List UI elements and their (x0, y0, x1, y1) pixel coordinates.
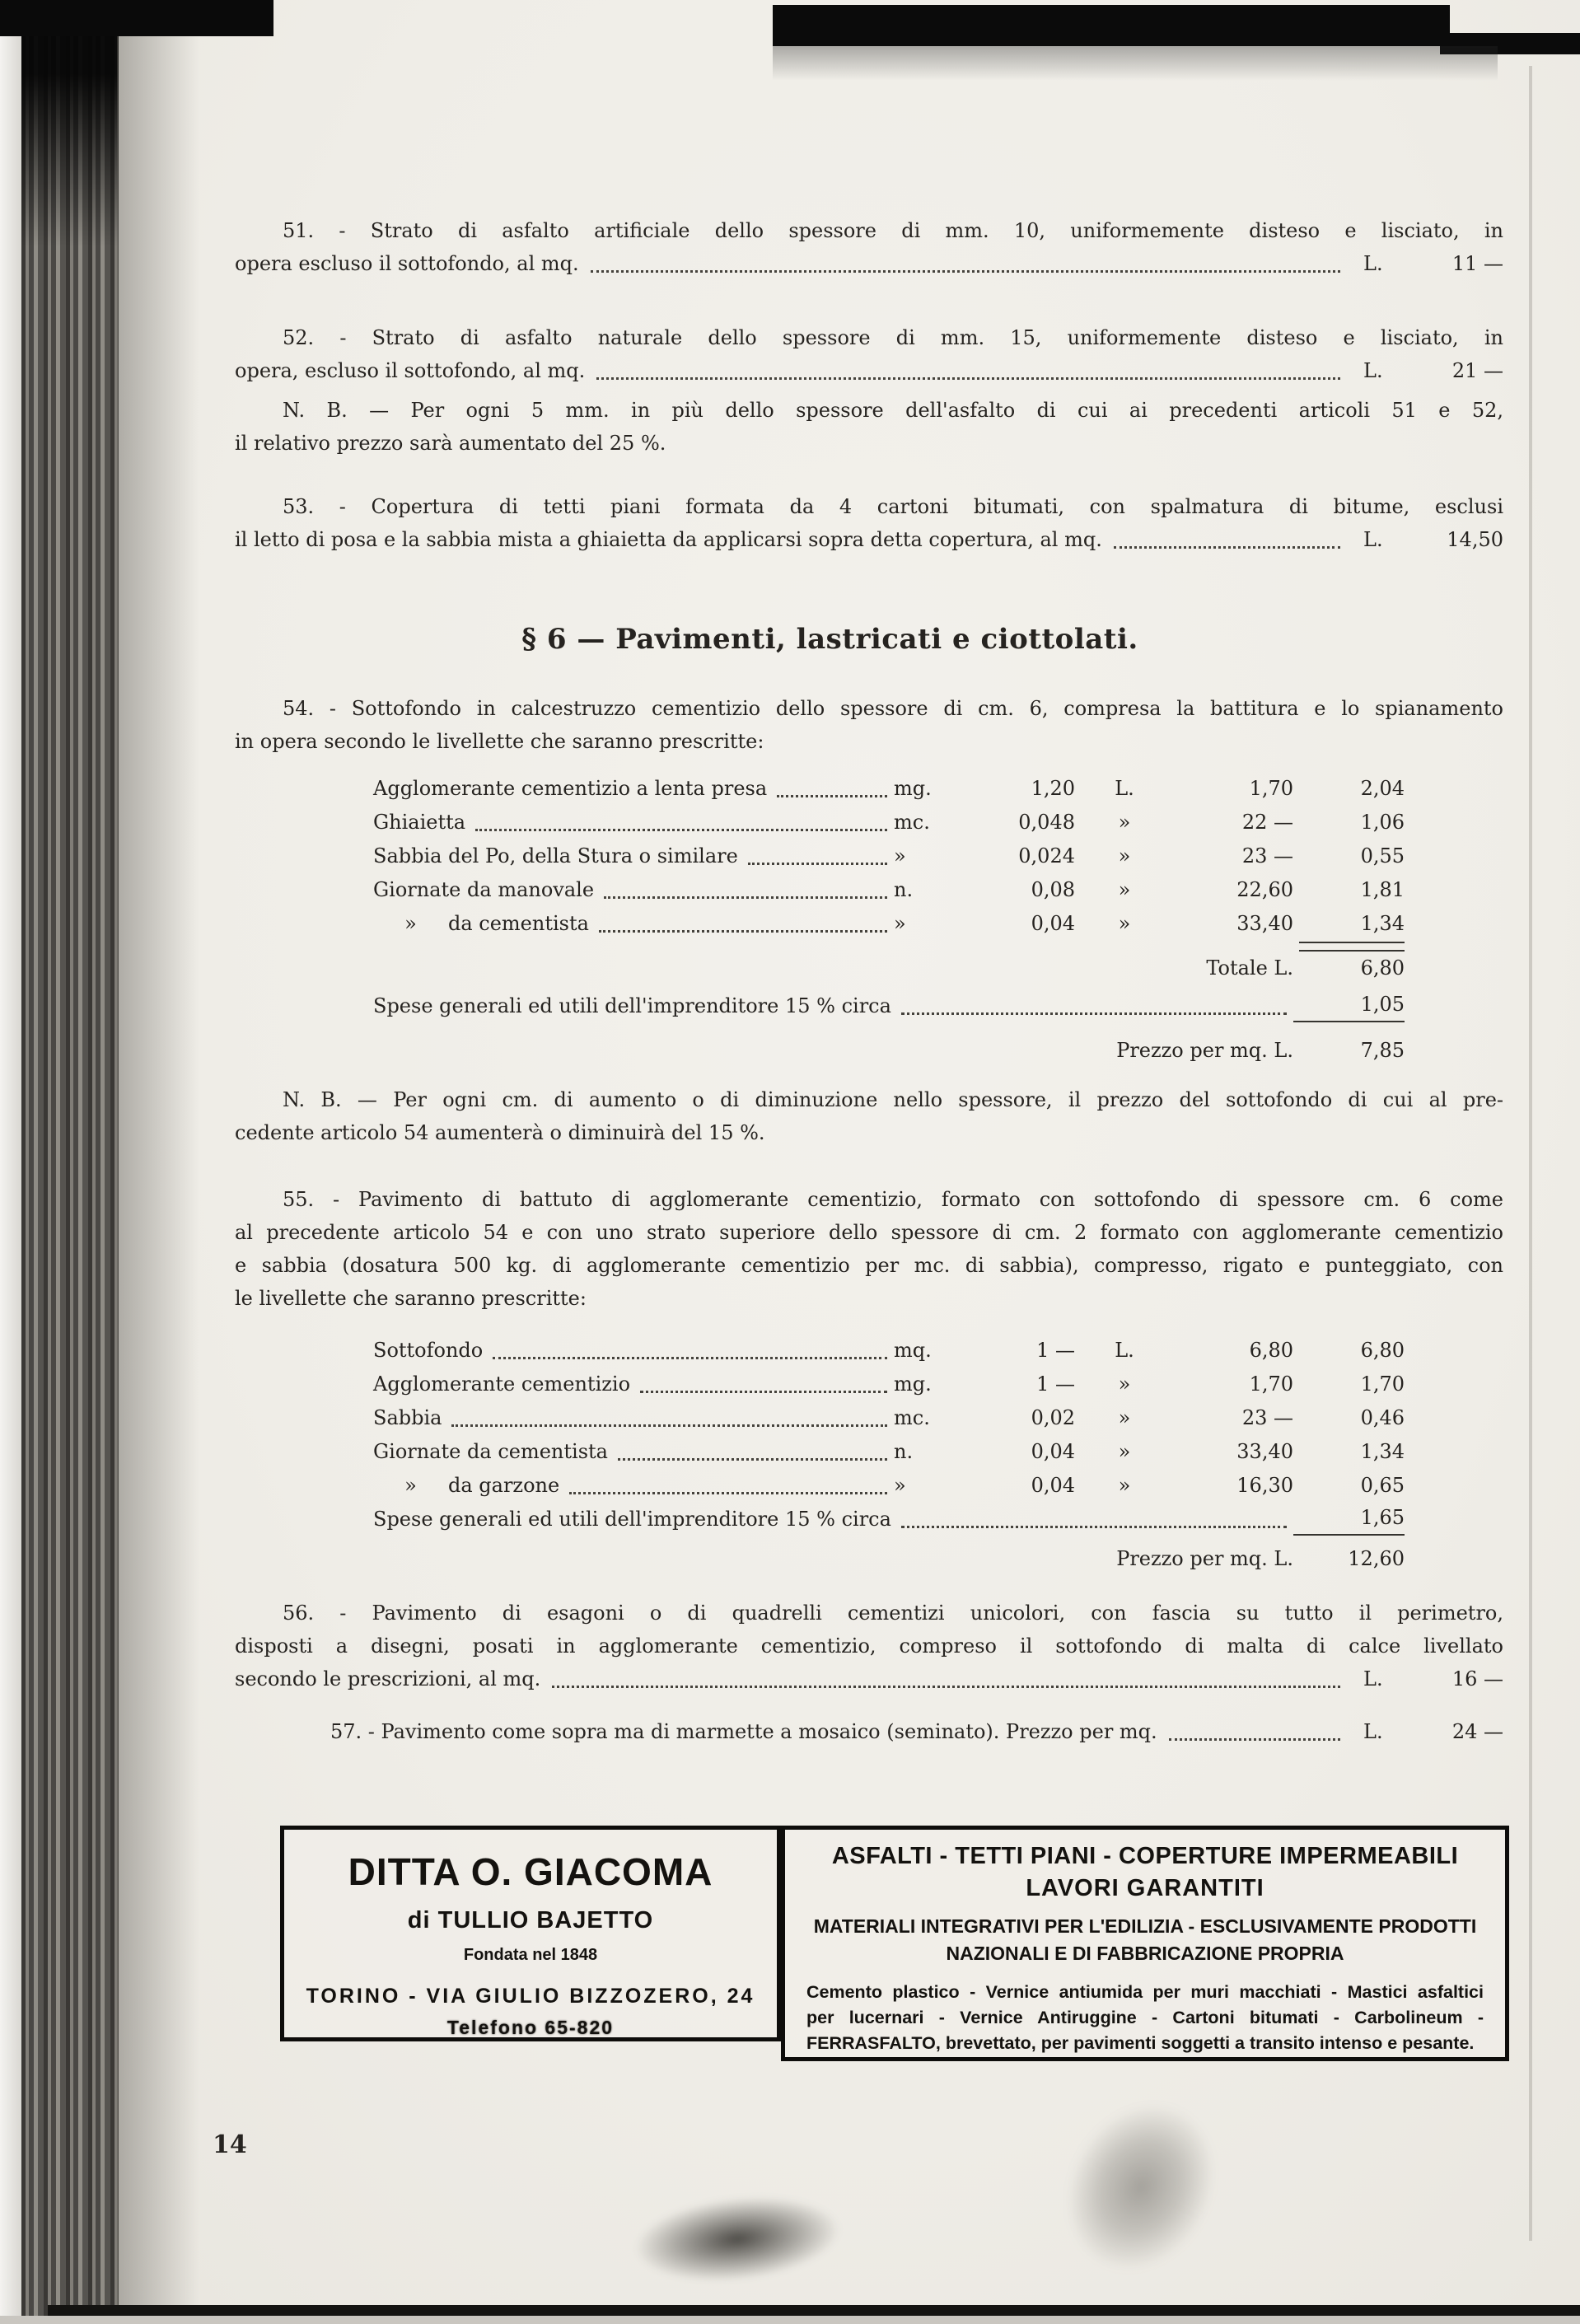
currency-label: L. (1363, 1720, 1383, 1743)
dot-leader (451, 1424, 887, 1427)
ad-products-subline1: MATERIALI INTEGRATIVI PER L'EDILIZIA - ESCLUSIVAMENTE PRODOTTI (813, 1915, 1477, 1937)
dot-leader (569, 1492, 887, 1494)
dot-leader (599, 930, 887, 933)
row-unit: n. (894, 1440, 914, 1463)
cost-table-54 (235, 771, 1405, 1067)
nota-bene-2-line1: N. B. — Per ogni cm. di aumento o di diminuzione nello spessore, il prezzo del sottofondo di cui al pre- (283, 1088, 1503, 1111)
row-unit: n. (894, 878, 914, 901)
article-54-line2: in opera secondo le livellette che saranno prescritte: (235, 730, 764, 753)
row-unit-price: 22 — (1241, 811, 1293, 834)
row-label: Ghiaietta (373, 811, 466, 834)
row-unit-price: 16,30 (1236, 1474, 1293, 1497)
nota-bene-2 (235, 1083, 1503, 1149)
scan-bar-shadow (773, 46, 1498, 81)
article-56 (235, 1597, 1503, 1695)
row-unit-price: 1,70 (1249, 1372, 1293, 1396)
prezzo-value: 7,85 (1360, 1039, 1405, 1062)
row-currency: » (1118, 844, 1131, 867)
ad-products (781, 1826, 1509, 2061)
ad-products-body3: FERRASFALTO, brevettato, per pavimenti soggetti a transito intenso e pesante. (806, 2033, 1475, 2053)
row-amount: 2,04 (1360, 777, 1405, 800)
page-number: 14 (213, 2130, 247, 2159)
row-currency: » (1118, 811, 1131, 834)
scan-bar-bottom (48, 2305, 1580, 2316)
table-row (235, 1333, 1405, 1367)
spese-value: 1,65 (1293, 1501, 1405, 1536)
dot-leader (604, 896, 887, 899)
left-page-edge (0, 0, 21, 2324)
row-label: Sabbia (373, 1406, 442, 1429)
binding-shadow-top (21, 0, 119, 247)
table-row (235, 1468, 1405, 1502)
row-currency: » (1118, 1372, 1131, 1396)
row-unit: » (894, 1474, 906, 1497)
row-label: Sottofondo (373, 1339, 484, 1362)
dot-leader (640, 1391, 887, 1393)
table-row (235, 805, 1405, 839)
row-unit-price: 6,80 (1249, 1339, 1293, 1362)
row-unit-price: 1,70 (1249, 777, 1293, 800)
cost-table-55 (235, 1333, 1405, 1575)
article-53 (235, 490, 1503, 556)
row-unit: mg. (894, 1372, 932, 1396)
table-row (235, 839, 1405, 872)
row-currency: » (1118, 1474, 1131, 1497)
ad-giacoma-phone: Telefono 65-820 (446, 2017, 615, 2038)
article-53-line1: 53. - Copertura di tetti piani formata da 4 cartoni bitumati, con spalmatura di bitume, esclusi (283, 495, 1503, 518)
row-label: » da garzone (373, 1474, 560, 1497)
price-value: 24 — (1451, 1720, 1503, 1743)
row-currency: » (1118, 1440, 1131, 1463)
table-row (235, 771, 1405, 805)
row-amount: 0,65 (1360, 1474, 1405, 1497)
price-value: 11 — (1451, 252, 1503, 275)
dot-leader (552, 1686, 1340, 1688)
article-51-price-line (235, 247, 1503, 280)
row-currency: » (1118, 912, 1131, 935)
article-56-line1: 56. - Pavimento di esagoni o di quadrelli cementizi unicolori, con fascia su tutto il perimetro, (283, 1602, 1503, 1625)
article-51-line2: opera escluso il sottofondo, al mq. (235, 252, 579, 275)
ad-giacoma (280, 1826, 781, 2041)
row-quantity: 0,048 (1018, 811, 1075, 834)
totale-row (235, 953, 1405, 984)
row-unit: mc. (894, 811, 930, 834)
ad-products-body1: Cemento plastico - Vernice antiumida per muri macchiati - Mastici asfaltici (806, 1982, 1484, 2002)
prezzo-row (235, 1544, 1405, 1575)
article-56-line3: secondo le prescrizioni, al mq. (235, 1667, 541, 1690)
ad-giacoma-address: TORINO - VIA GIULIO BIZZOZERO, 24 (306, 1985, 755, 2008)
row-label: Giornate da cementista (373, 1440, 608, 1463)
price-value: 16 — (1451, 1667, 1503, 1690)
article-53-line2: il letto di posa e la sabbia mista a ghiaietta da applicarsi sopra detta copertura, al mq. (235, 528, 1102, 551)
row-amount: 1,06 (1360, 811, 1405, 834)
dot-leader (1169, 1738, 1340, 1741)
row-unit: mg. (894, 777, 932, 800)
row-unit-price: 22,60 (1236, 878, 1293, 901)
ad-giacoma-title: DITTA O. GIACOMA (348, 1850, 713, 1893)
article-52 (235, 321, 1503, 387)
ad-giacoma-founded: Fondata nel 1848 (463, 1946, 598, 1964)
ad-products-subline2: NAZIONALI E DI FABBRICAZIONE PROPRIA (946, 1943, 1344, 1964)
dot-leader (777, 795, 887, 797)
row-amount: 6,80 (1360, 1339, 1405, 1362)
row-label: Giornate da manovale (373, 878, 595, 901)
row-amount: 0,46 (1360, 1406, 1405, 1429)
row-currency: » (1118, 1406, 1131, 1429)
article-51-line1: 51. - Strato di asfalto artificiale dello spessore di mm. 10, uniformemente disteso e lisciato, in (283, 219, 1503, 242)
dot-leader (901, 1526, 1287, 1528)
table-row (235, 906, 1405, 940)
article-55-line2: al precedente articolo 54 e con uno strato superiore dello spessore di cm. 2 formato con agglomerante cementizio (235, 1221, 1503, 1244)
table-row (235, 1367, 1405, 1400)
row-label: » da cementista (373, 912, 589, 935)
currency-label: L. (1363, 1667, 1383, 1690)
article-56-price-line (235, 1662, 1503, 1695)
row-quantity: 0,024 (1018, 844, 1075, 867)
article-57-price-line (235, 1715, 1503, 1748)
prezzo-label: Prezzo per mq. L. (1116, 1039, 1293, 1062)
row-unit: » (894, 844, 906, 867)
article-57-line1: 57. - Pavimento come sopra ma di marmette a mosaico (seminato). Prezzo per mq. (330, 1720, 1157, 1743)
row-unit-price: 23 — (1241, 844, 1293, 867)
row-quantity: 0,04 (1031, 1474, 1075, 1497)
article-52-line2: opera, escluso il sottofondo, al mq. (235, 359, 586, 382)
currency-label: L. (1363, 252, 1383, 275)
ink-smudge (1039, 2078, 1244, 2296)
binding-fade (117, 0, 199, 2324)
prezzo-row (235, 1036, 1405, 1067)
nota-bene-1-line2: il relativo prezzo sarà aumentato del 25 %. (235, 432, 666, 455)
row-amount: 1,81 (1360, 878, 1405, 901)
row-quantity: 0,04 (1031, 912, 1075, 935)
totale-label: Totale L. (1206, 956, 1293, 980)
row-amount: 1,34 (1360, 912, 1405, 935)
currency-label: L. (1363, 359, 1383, 382)
nota-bene-1-line1: N. B. — Per ogni 5 mm. in più dello spessore dell'asfalto di cui ai precedenti articoli 51 e 52, (283, 399, 1503, 422)
row-quantity: 1,20 (1031, 777, 1075, 800)
row-unit: mc. (894, 1406, 930, 1429)
article-51 (235, 214, 1503, 280)
scan-edge-bottom (0, 2316, 1580, 2324)
spese-row (235, 1502, 1405, 1536)
scan-corner-top-left (0, 0, 273, 36)
price-value: 14,50 (1447, 528, 1503, 551)
spese-row (235, 989, 1405, 1022)
row-label: Sabbia del Po, della Stura o similare (373, 844, 738, 867)
row-quantity: 1 — (1036, 1372, 1075, 1396)
nota-bene-1 (235, 394, 1503, 460)
dot-leader (493, 1357, 887, 1359)
table-row (235, 1434, 1405, 1468)
article-54 (235, 692, 1503, 758)
article-57 (235, 1715, 1503, 1748)
article-55-line3: e sabbia (dosatura 500 kg. di agglomerante cementizio per mc. di sabbia), compresso, rigato e punteggiato, con (235, 1254, 1503, 1277)
row-quantity: 1 — (1036, 1339, 1075, 1362)
dot-leader (748, 863, 887, 865)
spese-label: Spese generali ed utili dell'imprenditore 15 % circa (373, 994, 891, 1017)
article-56-line2: disposti a disegni, posati in agglomerante cementizio, compreso il sottofondo di malta di calce livellato (235, 1634, 1503, 1658)
row-unit-price: 33,40 (1236, 912, 1293, 935)
dot-leader (1114, 546, 1340, 549)
row-label: Agglomerante cementizio (373, 1372, 631, 1396)
row-quantity: 0,08 (1031, 878, 1075, 901)
ad-giacoma-subtitle: di TULLIO BAJETTO (407, 1907, 654, 1934)
ad-products-headline1: ASFALTI - TETTI PIANI - COPERTURE IMPERMEABILI (831, 1843, 1459, 1869)
row-unit-price: 33,40 (1236, 1440, 1293, 1463)
prezzo-value: 12,60 (1348, 1547, 1405, 1570)
row-amount: 1,70 (1360, 1372, 1405, 1396)
row-quantity: 0,02 (1031, 1406, 1075, 1429)
right-page-edge (1529, 66, 1532, 2241)
currency-label: L. (1363, 528, 1383, 551)
double-rule (1299, 942, 1405, 952)
row-amount: 0,55 (1360, 844, 1405, 867)
ink-smudge (630, 2187, 844, 2291)
row-quantity: 0,04 (1031, 1440, 1075, 1463)
row-unit: » (894, 912, 906, 935)
row-label: Agglomerante cementizio a lenta presa (373, 777, 768, 800)
dot-leader (596, 377, 1340, 380)
dot-leader (475, 829, 887, 831)
article-55 (235, 1183, 1503, 1315)
article-53-price-line (235, 523, 1503, 556)
article-55-line4: le livellette che saranno prescritte: (235, 1287, 587, 1310)
article-55-line1: 55. - Pavimento di battuto di agglomerante cementizio, formato con sottofondo di spessore cm. 6 come (283, 1188, 1503, 1211)
row-currency: L. (1115, 1339, 1134, 1362)
section-heading: § 6 — Pavimenti, lastricati e ciottolati. (521, 623, 1138, 656)
table-row (235, 872, 1405, 906)
row-unit-price: 23 — (1241, 1406, 1293, 1429)
prezzo-label: Prezzo per mq. L. (1116, 1547, 1293, 1570)
totale-value: 6,80 (1360, 956, 1405, 980)
article-52-line1: 52. - Strato di asfalto naturale dello spessore di mm. 15, uniformemente disteso e lisciato, in (283, 326, 1503, 349)
table-row (235, 1400, 1405, 1434)
spese-value: 1,05 (1293, 988, 1405, 1022)
dot-leader (901, 1012, 1287, 1015)
article-52-price-line (235, 354, 1503, 387)
article-54-line1: 54. - Sottofondo in calcestruzzo cementizio dello spessore di cm. 6, compresa la battitura e lo spianamento (283, 697, 1503, 720)
nota-bene-2-line2: cedente articolo 54 aumenterà o diminuirà del 15 %. (235, 1121, 765, 1144)
row-amount: 1,34 (1360, 1440, 1405, 1463)
row-currency: » (1118, 878, 1131, 901)
scan-bar-top-right (773, 5, 1450, 46)
ad-products-headline2: LAVORI GARANTITI (1026, 1875, 1264, 1901)
price-value: 21 — (1451, 359, 1503, 382)
dot-leader (591, 270, 1340, 273)
book-binding (21, 0, 119, 2324)
ad-products-body2: per lucernari - Vernice Antiruggine - Cartoni bitumati - Carbolineum - (806, 2008, 1484, 2027)
row-unit: mq. (894, 1339, 932, 1362)
spese-label: Spese generali ed utili dell'imprenditore 15 % circa (373, 1508, 891, 1531)
row-currency: L. (1115, 777, 1134, 800)
dot-leader (618, 1458, 887, 1461)
